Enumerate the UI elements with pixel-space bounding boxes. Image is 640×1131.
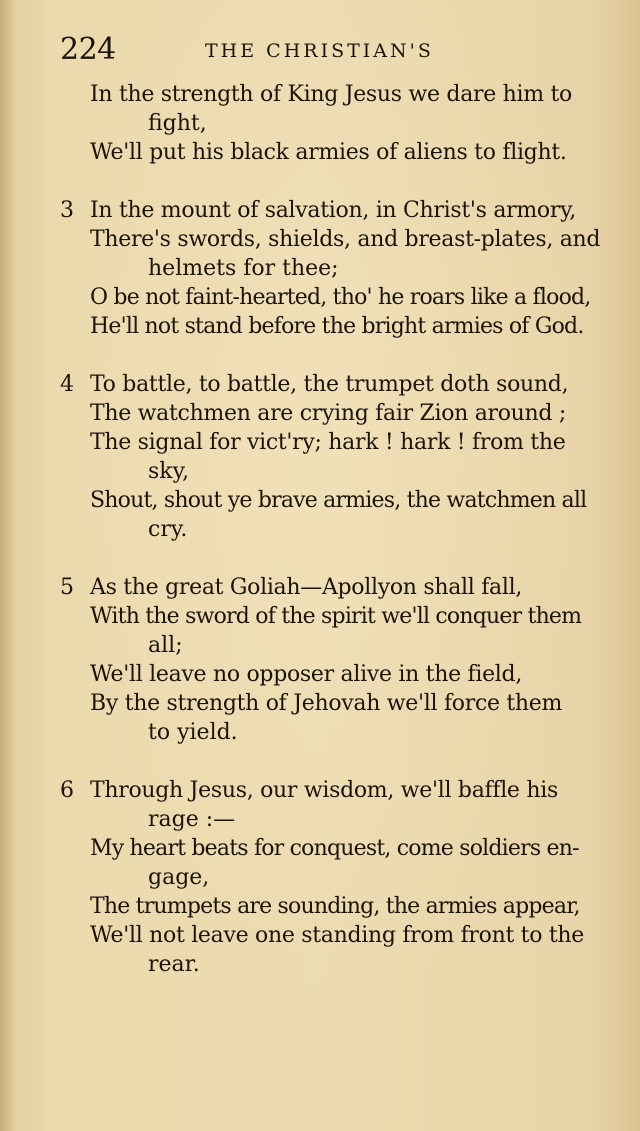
- verse-line-turnover: gage,: [148, 865, 210, 890]
- stanza-6: [0, 776, 640, 979]
- stanza-number: 3: [60, 198, 74, 223]
- stanza-3: [0, 196, 640, 341]
- verse-line: We'll not leave one standing from front to the: [90, 923, 584, 948]
- stanza-number: 5: [60, 575, 74, 600]
- verse-line-turnover: helmets for thee;: [148, 256, 339, 281]
- verse-line: We'll put his black armies of aliens to flight.: [90, 140, 567, 165]
- verse-line: The watchmen are crying fair Zion around ;: [90, 401, 567, 426]
- verse-line-turnover: all;: [148, 633, 183, 658]
- verse-line: O be not faint-hearted, tho' he roars like a flood,: [90, 285, 591, 310]
- stanza-continuation: [0, 80, 640, 167]
- verse-line: Shout, shout ye brave armies, the watchmen all: [90, 488, 587, 513]
- verse-line: There's swords, shields, and breast-plates, and: [90, 227, 601, 252]
- verse-line-turnover: fight,: [148, 111, 207, 136]
- verse-line: My heart beats for conquest, come soldiers en-: [90, 836, 579, 861]
- stanza-4: [0, 370, 640, 544]
- verse-line: The signal for vict'ry; hark ! hark ! from the: [90, 430, 566, 455]
- verse-line: Through Jesus, our wisdom, we'll baffle his: [90, 778, 558, 803]
- verse-line-turnover: cry.: [148, 517, 188, 542]
- verse-line: The trumpets are sounding, the armies appear,: [90, 894, 580, 919]
- verse-line-turnover: rear.: [148, 952, 200, 977]
- verse-line: He'll not stand before the bright armies of God.: [90, 314, 584, 339]
- page-number: 224: [60, 32, 116, 67]
- verse-line-turnover: sky,: [148, 459, 190, 484]
- verse-line: We'll leave no opposer alive in the field,: [90, 662, 523, 687]
- stanza-number: 4: [60, 372, 74, 397]
- stanza-5: [0, 573, 640, 747]
- verse-line: In the mount of salvation, in Christ's armory,: [90, 198, 576, 223]
- verse-line: By the strength of Jehovah we'll force them: [90, 691, 563, 716]
- verse-line: With the sword of the spirit we'll conquer them: [90, 604, 582, 629]
- hymn-text: [0, 80, 640, 1008]
- verse-line-turnover: rage :—: [148, 807, 236, 832]
- verse-line-turnover: to yield.: [148, 720, 238, 745]
- verse-line: To battle, to battle, the trumpet doth sound,: [90, 372, 569, 397]
- running-head: THE CHRISTIAN'S: [205, 40, 434, 62]
- verse-line: In the strength of King Jesus we dare him to: [90, 82, 572, 107]
- page-header: [60, 32, 620, 68]
- stanza-number: 6: [60, 778, 74, 803]
- verse-line: As the great Goliah—Apollyon shall fall,: [90, 575, 523, 600]
